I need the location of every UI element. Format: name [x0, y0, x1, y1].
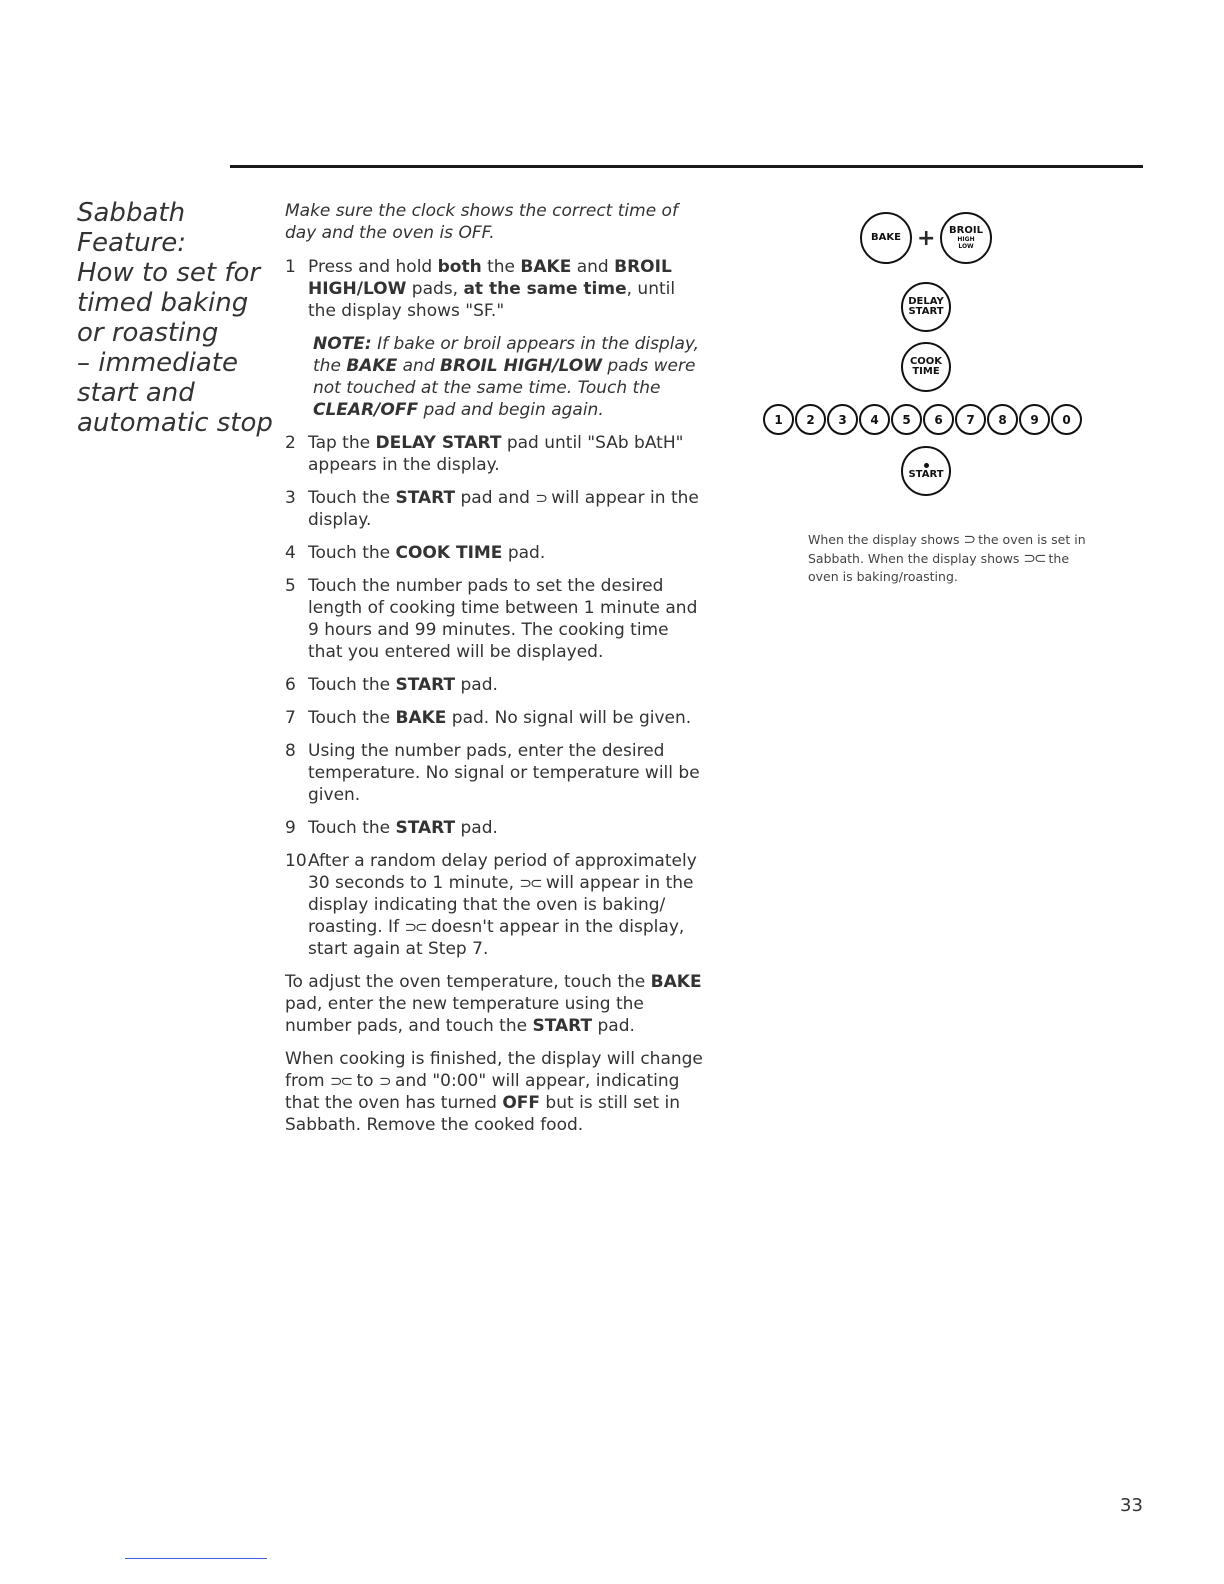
number-pad-0: 0	[1051, 404, 1082, 435]
step-number: 5	[285, 576, 296, 596]
step-7: 7 Touch the BAKE pad. No signal will be given.	[285, 708, 692, 728]
baking-symbol: ⊃⊂	[329, 1072, 352, 1090]
number-pad-4: 4	[859, 404, 890, 435]
finished-paragraph: When cooking is finished, the display will change from ⊃⊂ to ⊃ and "0:00" will appear, indicating that the oven has turned OFF but is still set in Sabbath. Remove the cooked food.	[285, 1049, 703, 1135]
number-pad-1: 1	[763, 404, 794, 435]
baking-symbol: ⊃⊂	[404, 918, 426, 936]
section-title-line: automatic stop	[77, 408, 273, 438]
step-number: 6	[285, 675, 296, 695]
broil-pad-illustration: BROIL HIGH LOW	[940, 212, 992, 264]
intro-text: Make sure the clock shows the correct time of day and the oven is OFF.	[285, 201, 678, 243]
sabbath-symbol: ⊃	[535, 489, 546, 507]
delay-start-pad-illustration: DELAY START	[901, 282, 951, 332]
header-rule	[230, 165, 1143, 168]
section-title-line: – immediate	[77, 348, 238, 378]
adjust-paragraph: To adjust the oven temperature, touch the BAKE pad, enter the new temperature using the number pads, and touch the START pad.	[285, 972, 702, 1036]
step-4: 4 Touch the COOK TIME pad.	[285, 543, 546, 563]
number-pad-3: 3	[827, 404, 858, 435]
baking-symbol: ⊃⊂	[519, 874, 541, 892]
step-number: 2	[285, 433, 296, 453]
note: NOTE: If bake or broil appears in the display, the BAKE and BROIL HIGH/LOW pads were not touched at the same time. Touch the CLEAR/OFF pad and begin again.	[313, 334, 700, 420]
illustration-caption: When the display shows ⊃ the oven is set in Sabbath. When the display shows ⊃⊂ the oven is baking/roasting.	[808, 530, 1086, 584]
sabbath-symbol: ⊃	[378, 1072, 390, 1090]
section-title	[77, 198, 277, 438]
step-5: 5 Touch the number pads to set the desired length of cooking time between 1 minute and 9 hours and 99 minutes. The cooking time that you entered will be displayed.	[285, 576, 698, 662]
plus-sign: +	[917, 226, 936, 251]
step-number: 3	[285, 488, 296, 508]
footer-line	[125, 1558, 267, 1559]
section-title-line: Sabbath	[77, 198, 186, 228]
page-number: 33	[1120, 1495, 1143, 1516]
step-9: 9 Touch the START pad.	[285, 818, 498, 838]
step-2: 2 Tap the DELAY START pad until "SAb bAtH" appears in the display.	[285, 433, 684, 475]
section-title-line: start and	[77, 378, 195, 408]
step-number: 9	[285, 818, 296, 838]
step-6: 6 Touch the START pad.	[285, 675, 498, 695]
section-title-line: or roasting	[77, 318, 219, 348]
indicator-dot-icon	[924, 463, 929, 468]
sabbath-symbol: ⊃	[963, 530, 975, 548]
baking-symbol: ⊃⊂	[1023, 549, 1045, 567]
step-8: 8 Using the number pads, enter the desired temperature. No signal or temperature will be given.	[285, 741, 700, 805]
section-title-line: Feature:	[77, 228, 187, 258]
section-title-line: How to set for	[77, 258, 261, 288]
step-number: 7	[285, 708, 296, 728]
steps-list	[285, 256, 705, 960]
number-pad-9: 9	[1019, 404, 1050, 435]
cook-time-pad-illustration: COOK TIME	[901, 342, 951, 392]
step-10: 10 After a random delay period of approximately 30 seconds to 1 minute, ⊃⊂ will appear in the display indicating that the oven is baking/ roasting. If ⊃⊂ doesn't appear in the display, start again at Step 7.	[285, 851, 697, 959]
number-pad-2: 2	[795, 404, 826, 435]
bake-pad-illustration: BAKE	[860, 212, 912, 264]
step-number: 8	[285, 741, 296, 761]
number-pad-5: 5	[891, 404, 922, 435]
number-pad-8: 8	[987, 404, 1018, 435]
step-1: 1 Press and hold both the BAKE and BROIL HIGH/LOW pads, at the same time, until the display shows "SF." NOTE: If bake or broil appears in the display, the BAKE and BROIL HIGH/LOW pads were not touched at the same time. Touch the CLEAR/OFF pad and begin again.	[285, 256, 705, 421]
step-number: 4	[285, 543, 296, 563]
start-pad-illustration: START	[901, 446, 951, 496]
number-pad-7: 7	[955, 404, 986, 435]
step-number: 1	[285, 257, 296, 277]
instructions-column	[285, 200, 705, 1147]
section-title-line: timed baking	[77, 288, 249, 318]
number-pad-6: 6	[923, 404, 954, 435]
number-pads-illustration	[763, 404, 1082, 435]
step-number: 10	[285, 851, 307, 871]
step-3: 3 Touch the START pad and ⊃ will appear in the display.	[285, 488, 699, 530]
